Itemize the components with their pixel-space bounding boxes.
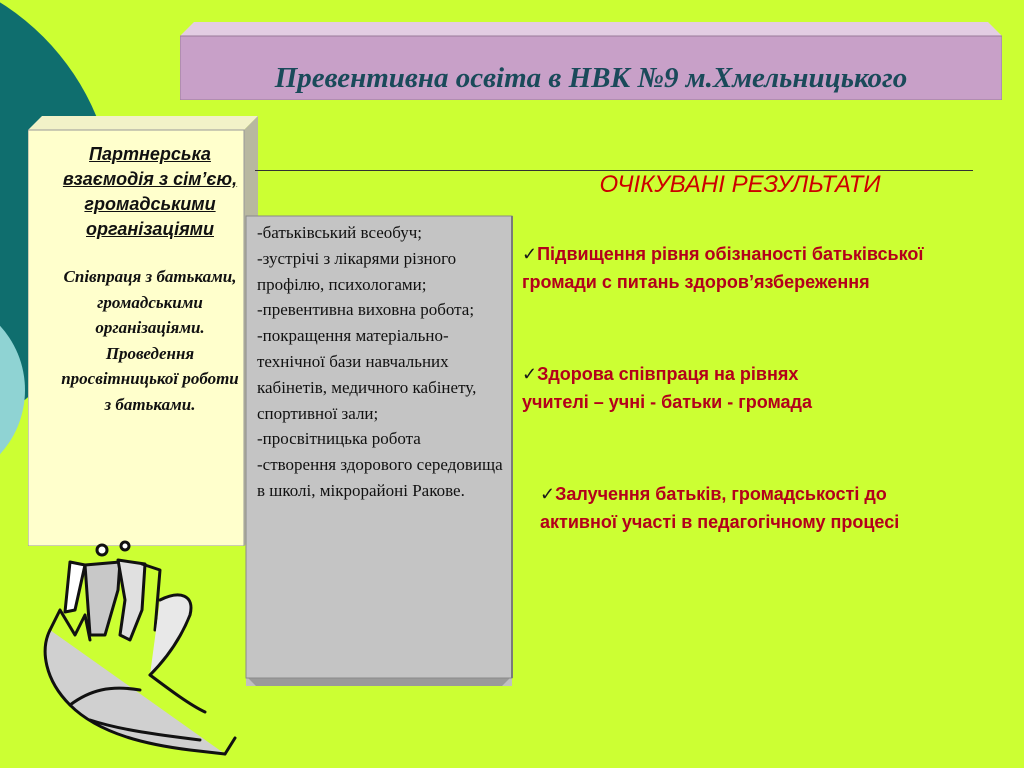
activity-item: -просвітницька робота	[257, 429, 421, 449]
result-item	[540, 480, 1010, 536]
check-icon: ✓	[522, 364, 538, 384]
results-heading: ОЧІКУВАНІ РЕЗУЛЬТАТИ	[599, 171, 881, 198]
activity-item: -створення здорового середовища в школі, мікрорайоні Ракове.	[257, 455, 503, 500]
result-item	[522, 360, 982, 416]
check-icon: ✓	[522, 244, 538, 264]
activity-item: -батьківський всеобуч;	[257, 223, 423, 242]
result-line: Здорова співпраця на рівнях	[537, 364, 799, 384]
result-line: учителі – учні - батьки - громада	[522, 392, 812, 412]
partnership-heading: Партнерська взаємодія з сім’єю, громадськими організаціями	[62, 144, 238, 239]
result-line: Залучення батьків, громадськості до	[555, 484, 887, 504]
page-title: Превентивна освіта в НВК №9 м.Хмельницького	[274, 61, 908, 94]
result-item	[522, 240, 1022, 296]
result-line: Підвищення рівня обізнаності батьківської	[537, 244, 924, 264]
result-line: активної участі в педагогічному процесі	[540, 512, 900, 532]
activity-item: -превентивна виховна робота;	[257, 300, 475, 320]
partnership-card	[28, 116, 258, 546]
activity-item: -зустрічі з лікарями різного профілю, психологами;	[257, 248, 457, 294]
title-banner	[180, 22, 1002, 100]
activities-list	[257, 220, 505, 504]
partnership-description: Співпраця з батьками, громадськими організаціями. Проведення просвітницької роботи з батьками.	[61, 267, 239, 414]
activity-item: -покращення матеріально-технічної бази навчальних кабінетів, медичного кабінету, спортивної зали;	[257, 326, 477, 423]
result-line: громади с питань здоров’язбереження	[522, 272, 870, 292]
check-icon: ✓	[540, 484, 556, 504]
hands-holding-family-icon	[30, 540, 245, 765]
